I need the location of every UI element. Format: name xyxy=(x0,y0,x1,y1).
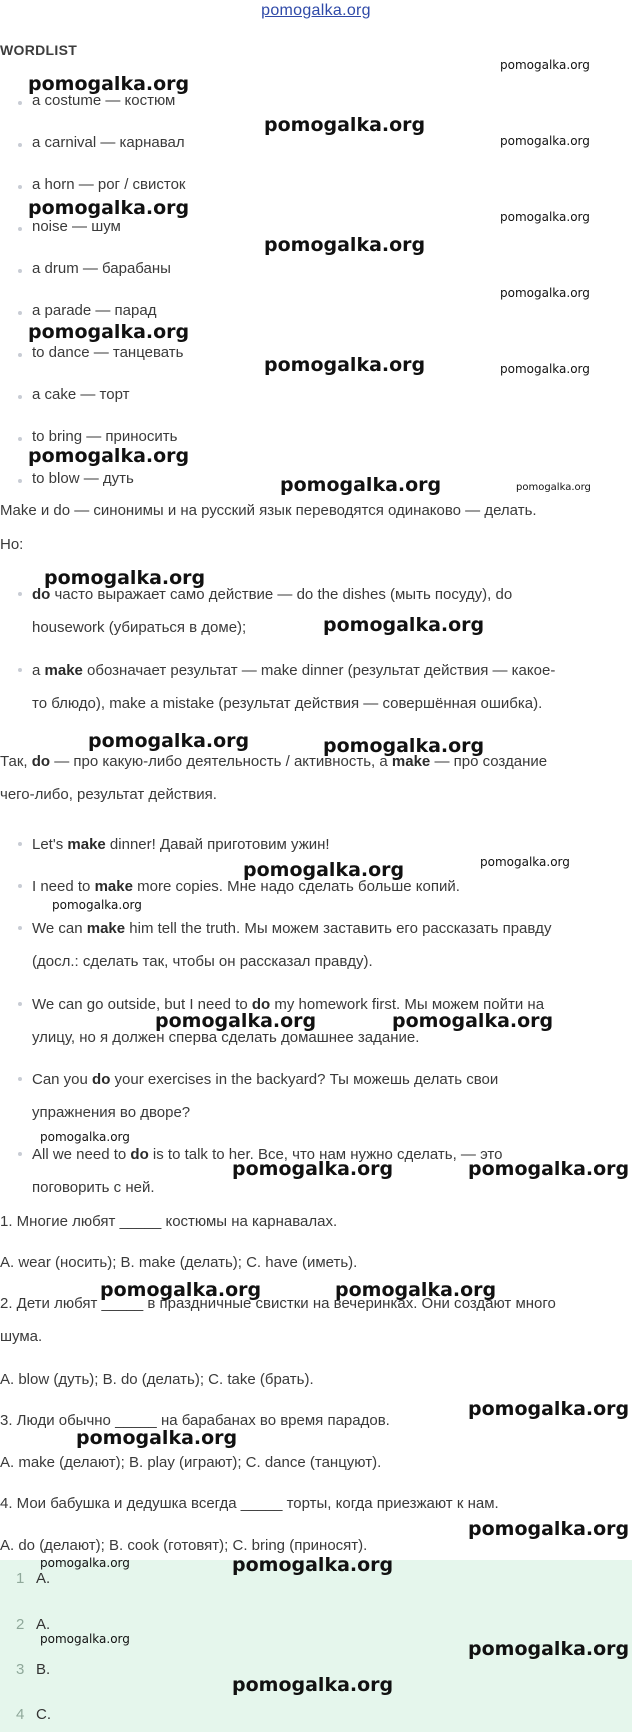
watermark: pomogalka.org xyxy=(28,445,190,467)
list-item: to dance — танцевать xyxy=(20,344,183,361)
list-item: a carnival — карнавал xyxy=(20,134,185,151)
list-item: to bring — приносить xyxy=(20,428,177,445)
example-item: Let's make dinner! Давай приготовим ужин! xyxy=(20,828,630,861)
watermark: pomogalka.org xyxy=(100,1279,262,1301)
watermark: pomogalka.org xyxy=(40,1556,130,1570)
answer-row: 4 C. xyxy=(16,1706,51,1723)
rule-make: а make обозначает результат — make dinner (результат действия — какое- то блюдо), make a mistake (результат действия — совершённая ошибка). xyxy=(20,654,630,720)
watermark: pomogalka.org xyxy=(264,114,426,136)
example-item: I need to make more copies. Мне надо сделать больше копий. xyxy=(20,870,630,903)
answer-row: 2 A. xyxy=(16,1616,51,1633)
list-item: a horn — рог / свисток xyxy=(20,176,185,193)
question-text: 3. Люди обычно _____ на барабанах во время парадов. xyxy=(0,1412,390,1429)
site-link[interactable]: pomogalka.org xyxy=(261,2,371,19)
watermark: pomogalka.org xyxy=(232,1674,394,1696)
watermark: pomogalka.org xyxy=(40,1632,130,1646)
list-item: a parade — парад xyxy=(20,302,156,319)
watermark: pomogalka.org xyxy=(500,134,590,148)
watermark: pomogalka.org xyxy=(88,730,250,752)
watermark: pomogalka.org xyxy=(480,855,570,869)
watermark: pomogalka.org xyxy=(264,234,426,256)
watermark: pomogalka.org xyxy=(40,1130,130,1144)
question-options: A. make (делают); B. play (играют); C. dance (танцуют). xyxy=(0,1454,382,1471)
watermark: pomogalka.org xyxy=(243,859,405,881)
question-options: A. blow (дуть); B. do (делать); C. take (брать). xyxy=(0,1371,314,1388)
watermark: pomogalka.org xyxy=(323,614,485,636)
answer-row: 1 A. xyxy=(16,1570,51,1587)
list-item: a drum — барабаны xyxy=(20,260,171,277)
site-header[interactable] xyxy=(0,2,632,20)
example-item: Can you do your exercises in the backyard? Ты можешь делать свои упражнения во дворе? xyxy=(20,1063,630,1129)
watermark: pomogalka.org xyxy=(232,1158,394,1180)
watermark: pomogalka.org xyxy=(264,354,426,376)
question-options: A. wear (носить); B. make (делать); C. have (иметь). xyxy=(0,1254,358,1271)
list-item: noise — шум xyxy=(20,218,121,235)
intro-but: Но: xyxy=(0,536,24,553)
question-text-cont: шума. xyxy=(0,1328,43,1345)
watermark: pomogalka.org xyxy=(323,735,485,757)
question-options: A. do (делают); B. cook (готовят); C. bring (приносят). xyxy=(0,1537,368,1554)
watermark: pomogalka.org xyxy=(335,1279,497,1301)
question-text: 2. Дети любят _____ в праздничные свистки на вечеринках. Они создают много xyxy=(0,1295,556,1312)
watermark: pomogalka.org xyxy=(28,197,190,219)
summary-paragraph: Так, do — про какую-либо деятельность / активность, а make — про создание чего-либо, результат действия. xyxy=(0,753,548,803)
question-text: 4. Мои бабушка и дедушка всегда _____ торты, когда приезжают к нам. xyxy=(0,1495,499,1512)
example-item: We can go outside, but I need to do my homework first. Мы можем пойти на улицу, но я должен сперва сделать домашнее задание. xyxy=(20,988,630,1054)
list-item: a cake — торт xyxy=(20,386,129,403)
watermark: pomogalka.org xyxy=(76,1427,238,1449)
watermark: pomogalka.org xyxy=(28,73,190,95)
example-item: We can make him tell the truth. Мы можем заставить его рассказать правду (досл.: сделать так, чтобы он рассказал правду). xyxy=(20,912,630,978)
watermark: pomogalka.org xyxy=(468,1518,630,1540)
list-item: a costume — костюм xyxy=(20,92,175,109)
intro-paragraph: Make и do — синонимы и на русский язык переводятся одинаково — делать. xyxy=(0,502,537,519)
watermark: pomogalka.org xyxy=(500,210,590,224)
example-item: All we need to do is to talk to her. Все, что нам нужно сделать, — это поговорить с ней. xyxy=(20,1138,630,1204)
watermark: pomogalka.org xyxy=(232,1554,394,1576)
watermark: pomogalka.org xyxy=(52,898,142,912)
rule-do: do часто выражает само действие — do the dishes (мыть посуду), do housework (убираться в доме); xyxy=(20,578,630,644)
watermark: pomogalka.org xyxy=(500,286,590,300)
answer-row: 3 B. xyxy=(16,1661,51,1678)
watermark: pomogalka.org xyxy=(468,1158,630,1180)
wordlist-heading: WORDLIST xyxy=(0,42,78,58)
watermark: pomogalka.org xyxy=(28,321,190,343)
watermark: pomogalka.org xyxy=(500,362,590,376)
watermark: pomogalka.org xyxy=(468,1638,630,1660)
watermark: pomogalka.org xyxy=(468,1398,630,1420)
watermark: pomogalka.org xyxy=(155,1010,317,1032)
watermark: pomogalka.org xyxy=(392,1010,554,1032)
question-text: 1. Многие любят _____ костюмы на карнавалах. xyxy=(0,1213,338,1230)
watermark: pomogalka.org xyxy=(280,474,442,496)
watermark: pomogalka.org xyxy=(500,58,590,72)
watermark: pomogalka.org xyxy=(516,482,591,493)
watermark: pomogalka.org xyxy=(44,567,206,589)
list-item: to blow — дуть xyxy=(20,470,134,487)
